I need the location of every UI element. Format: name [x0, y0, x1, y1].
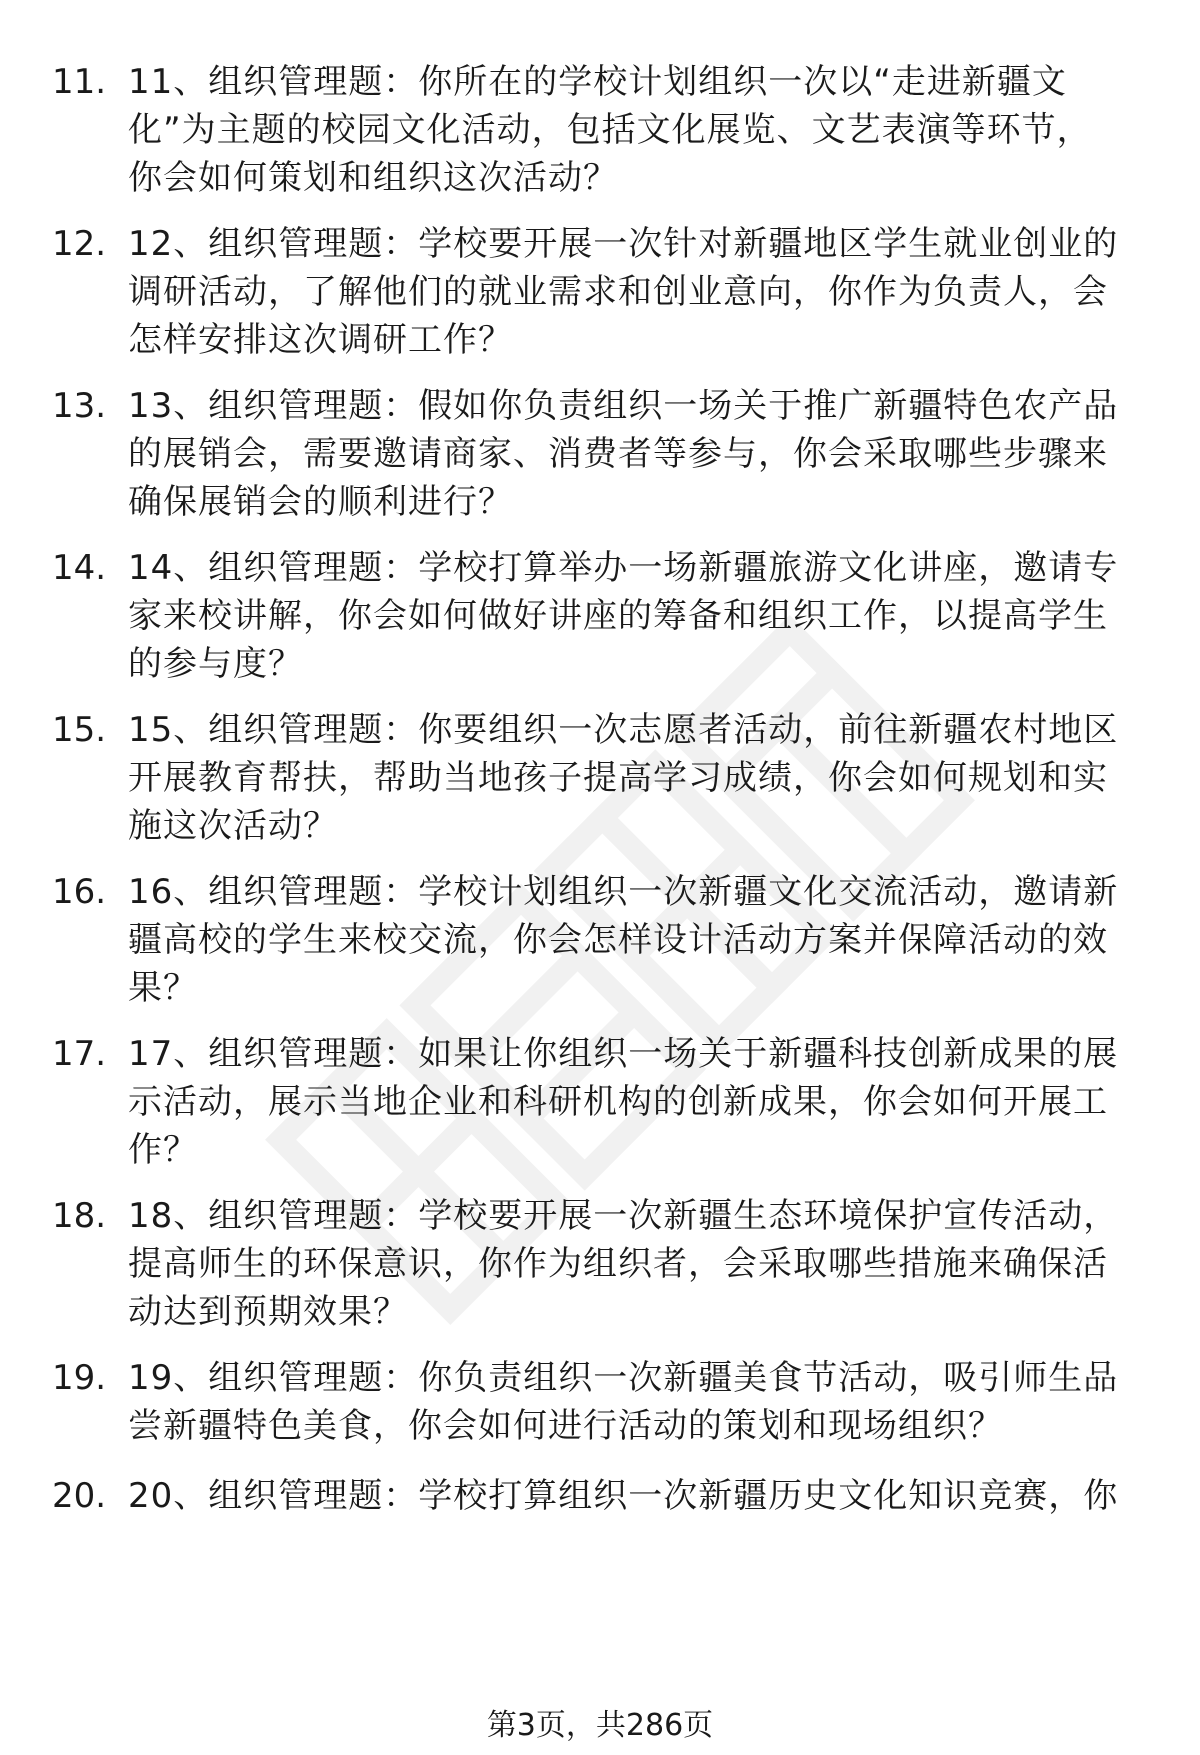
page-footer: 第3页，共286页 [486, 1708, 714, 1743]
question-number: 13. [52, 386, 107, 426]
question-number: 15. [52, 710, 107, 750]
question-text: 20、组织管理题：学校打算组织一次新疆历史文化知识竞赛，你 [128, 1476, 1119, 1516]
question-text: 14、组织管理题：学校打算举办一场新疆旅游文化讲座，邀请专 家来校讲解，你会如何做好讲座的筹备和组织工作，以提高学生 的参与度？ [128, 548, 1119, 684]
question-number: 14. [52, 548, 107, 588]
question-text: 15、组织管理题：你要组织一次志愿者活动，前往新疆农村地区 开展教育帮扶，帮助当地孩子提高学习成绩，你会如何规划和实 施这次活动？ [128, 710, 1119, 846]
question-number: 20. [52, 1476, 107, 1516]
question-number: 19. [52, 1358, 107, 1398]
question-text: 16、组织管理题：学校计划组织一次新疆文化交流活动，邀请新 疆高校的学生来校交流，你会怎样设计活动方案并保障活动的效 果？ [128, 872, 1119, 1008]
question-text: 13、组织管理题：假如你负责组织一场关于推广新疆特色农产品 的展销会，需要邀请商家、消费者等参与，你会采取哪些步骤来 确保展销会的顺利进行？ [128, 386, 1119, 522]
question-text: 12、组织管理题：学校要开展一次针对新疆地区学生就业创业的 调研活动，了解他们的就业需求和创业意向，你作为负责人，会 怎样安排这次调研工作？ [128, 224, 1119, 360]
question-number: 12. [52, 224, 107, 264]
question-number: 18. [52, 1196, 107, 1236]
question-text: 17、组织管理题：如果让你组织一场关于新疆科技创新成果的展 示活动，展示当地企业和科研机构的创新成果，你会如何开展工 作？ [128, 1034, 1119, 1170]
question-text: 19、组织管理题：你负责组织一次新疆美食节活动，吸引师生品 尝新疆特色美食，你会如何进行活动的策划和现场组织？ [128, 1358, 1119, 1446]
question-text: 18、组织管理题：学校要开展一次新疆生态环境保护宣传活动， 提高师生的环保意识，你作为组织者，会采取哪些措施来确保活 动达到预期效果？ [128, 1196, 1119, 1332]
question-number: 11. [52, 62, 107, 102]
question-text: 11、组织管理题：你所在的学校计划组织一次以“走进新疆文 化”为主题的校园文化活动，包括文化展览、文艺表演等环节， 你会如何策划和组织这次活动？ [128, 62, 1092, 198]
question-number: 17. [52, 1034, 107, 1074]
question-number: 16. [52, 872, 107, 912]
